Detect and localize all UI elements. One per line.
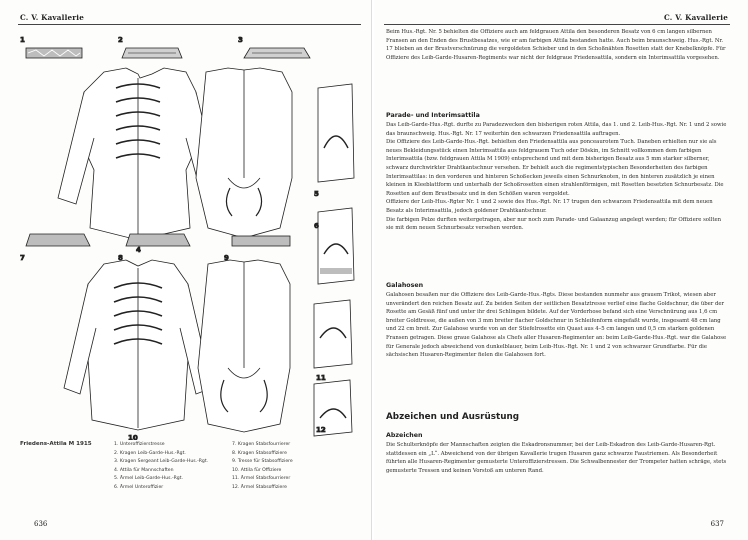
legend-item: 3. Kragen Sergeant Leib-Garde-Hus.-Rgt. (114, 459, 209, 465)
legend-title: Friedens-Attila M 1915 (20, 441, 92, 447)
running-head-right: C. V. Kavallerie (664, 13, 728, 22)
paragraph: Die farbigen Pelze durften weitergetragen, aber nur noch zum Parade- und Galaanzug angelegt werden; für Offiziere sollten sie mit dem neuen Schnurbesatz versehen werden. (386, 216, 722, 232)
figure-number-3: 3 (238, 36, 243, 44)
figure-number-5: 5 (314, 190, 319, 198)
figure-number-12: 12 (316, 426, 326, 434)
section-heading-galahosen: Galahosen (386, 282, 424, 289)
legend-item: 2. Kragen Leib-Garde-Hus.-Rgt. (114, 450, 186, 456)
intro-paragraph (386, 28, 730, 62)
page-number-right: 637 (710, 520, 724, 528)
legend-item: 12. Ärmel Stabsoffiziere (232, 484, 287, 490)
legend-item: 11. Ärmel Stabsfourrierer (232, 476, 291, 482)
legend-column-2 (232, 441, 293, 493)
chapter-heading: Abzeichen und Ausrüstung (386, 412, 520, 422)
running-head-left: C. V. Kavallerie (20, 13, 84, 22)
figure-4-attila-mannschaften (58, 68, 292, 240)
paragraph: Die Schulterknöpfe der Mannschaften zeigten die Eskadronsnummer, bei der Leib-Eskadron des Leib-Garde-Husaren-Rgt. stattdessen ein „L“. Abweichend von der übrigen Kavallerie trugen Husaren ganz schwarze Faustriemen. Als Besonderheit führten alle Husaren-Regimenter gemusterte Unteroffizierstressen. Die Schwalbennester der Trompeter hatten schräge, stets gemusterte Tressen und keinen Vorstoß am unteren Rand. (386, 442, 727, 474)
page-number-left: 636 (34, 520, 48, 528)
figure-number-9: 9 (224, 254, 229, 262)
section-heading-abzeichen: Abzeichen (386, 432, 423, 439)
legend-item: 9. Tresse für Stabsoffiziere (232, 459, 293, 465)
paragraph: Beim Hus.-Rgt. Nr. 5 behielten die Offiziere auch am feldgrauen Attila den besonderen Besatz von 6 cm langen silbernen Fransen an den Enden des Brustbesatzes, wie er am farbigen Attila bestanden hatte. Auch beim braunschweig. Hus.-Rgt. Nr. 17 blieben an der Brustverschnürung die vergoldeten Schieber und in den Schoßnähten Rosetten statt der Knebelknöpfe. Für Offiziere des Leib-Garde-Husaren-Regiments war nicht der feldgraue Friedensattila, sondern ein Interimsattila vorgesehen. (386, 29, 726, 61)
uniform-illustration-plate (18, 28, 364, 440)
header-rule-left (18, 24, 361, 25)
paragraph: Die Offiziere des Leib-Garde-Hus.-Rgt. behielten den Friedensattila aus ponceaurotem Tuch. Daneben erhielten nur sie als neues Bekleidungsstück einen Interimsattila aus feldgrauem Tuch oder Döskin, im Schnitt vollkommen dem farbigen Interimsattila (bzw. feldgrauen Attila M 1909) entsprechend und mit dem bisherigen Besatz aus 5 mm starker silberner, schwarz durchwirkter Drahtkantschnur versehen. Er behielt auch die regimentstypischen Besonderheiten des farbigen Interimsattilas: in den vorderen und hinteren Schoßecken jeweils einen Schnurknoten, in den hinteren zusätzlich je einen kleinen in Kleeblattform und unterhalb der Schoßrosetten einen strahlenförmigen, mit Rosetten besetzten Schnurbesatz. Die Rosetten auf dem Brustbesatz und in den Schößen waren vergoldet. (386, 139, 724, 197)
figure-11-aermel-stabsfourrierer (314, 300, 352, 368)
header-rule-right (384, 24, 730, 25)
figure-number-7: 7 (20, 254, 25, 262)
figure-number-11: 11 (316, 374, 326, 382)
paragraph: Offiziere der Leib-Hus.-Rgter Nr. 1 und 2 sowie des Hus.-Rgt. Nr. 17 trugen den schwarzen Friedensattila mit dem neuen Besatz als Interimsattila, jedoch goldener Drahtkantschnur. (386, 199, 713, 214)
figure-10-attila-offiziere (64, 260, 290, 432)
figure-number-2: 2 (118, 36, 123, 44)
figure-number-8: 8 (118, 254, 123, 262)
section-abzeichen-body (386, 441, 730, 475)
paragraph: Galahosen besaßen nur die Offiziere des Leib-Garde-Hus.-Rgts. Diese bestanden nunmehr aus grauem Trikot, wiesen aber unverändert den reichen Besatz auf. Zu beiden Seiten der seitlichen Besatztresse verlief eine flache Goldschnur, die über der Rosette am Gesäß fünf und unter ihr drei Schlingen bildete. Auf der Vorderhose befand sich eine Verschnürung aus 1,6 cm breiter Goldtresse, die außen von 3 mm breiter flacher Goldschnur in Schleifenform eingefaßt wurde, insgesamt 48 cm lang und 22 cm breit. Zur Galahose wurde von an der Stiefelrosette ein Quast aus 4–5 cm langen und 0,5 cm starken goldenen Fransen getragen. Diese graue Galahose als Chefs aller Husaren-Regimenter an: beim Leib-Garde-Hus.-Rgt. war die Galahose für Generale jedoch abweichend von dunkelblauer, beim Leib-Hus.-Rgt. Nr. 1 und 2 von schwarzer Grundfarbe. Für die sächsischen Husaren-Regimenter fielen die Galahosen fort. (386, 292, 727, 359)
figure-number-1: 1 (20, 36, 25, 44)
legend-item: 1. Unteroffizierstresse (114, 442, 165, 447)
right-page (374, 0, 748, 540)
left-page (0, 0, 372, 540)
legend-item: 6. Ärmel Unteroffizier (114, 484, 164, 490)
figure-number-4: 4 (136, 246, 141, 254)
legend-item: 7. Kragen Stabsfourrierer (232, 442, 291, 447)
section-parade-body (386, 121, 730, 233)
figure-6-aermel-unteroffizier (318, 208, 354, 284)
section-heading-parade: Parade- und Interimsattila (386, 112, 480, 119)
figure-8-kragen-stabsoffiziere (126, 234, 190, 246)
figure-9-tresse-stabsoffiziere (232, 236, 290, 246)
attila-drawings (18, 28, 364, 440)
legend-item: 10. Attila für Offiziere (232, 467, 282, 473)
section-galahosen-body (386, 291, 730, 360)
figure-3-kragen-sergeant (244, 48, 310, 58)
figure-7-kragen-stabsfourrierer (26, 234, 90, 246)
figure-number-6: 6 (314, 222, 319, 230)
paragraph: Das Leib-Garde-Hus.-Rgt. durfte zu Paradezwecken den bisherigen roten Attila, das 1. und 2. Leib-Hus.-Rgt. Nr. 1 und 2 sowie das braunschweig. Hus.-Rgt. Nr. 17 weiterhin den schwarzen Friedensattila auftragen. (386, 122, 727, 137)
figure-1-tresse (26, 48, 82, 58)
legend-item: 8. Kragen Stabsoffiziere (232, 450, 287, 456)
figure-number-10: 10 (128, 434, 138, 440)
legend-column-1 (114, 441, 208, 493)
legend-item: 5. Ärmel Leib-Garde-Hus.-Rgt. (114, 476, 183, 482)
figure-2-kragen (122, 48, 182, 58)
legend-item: 4. Attila für Mannschaften (114, 467, 174, 473)
figure-5-aermel (318, 84, 354, 182)
